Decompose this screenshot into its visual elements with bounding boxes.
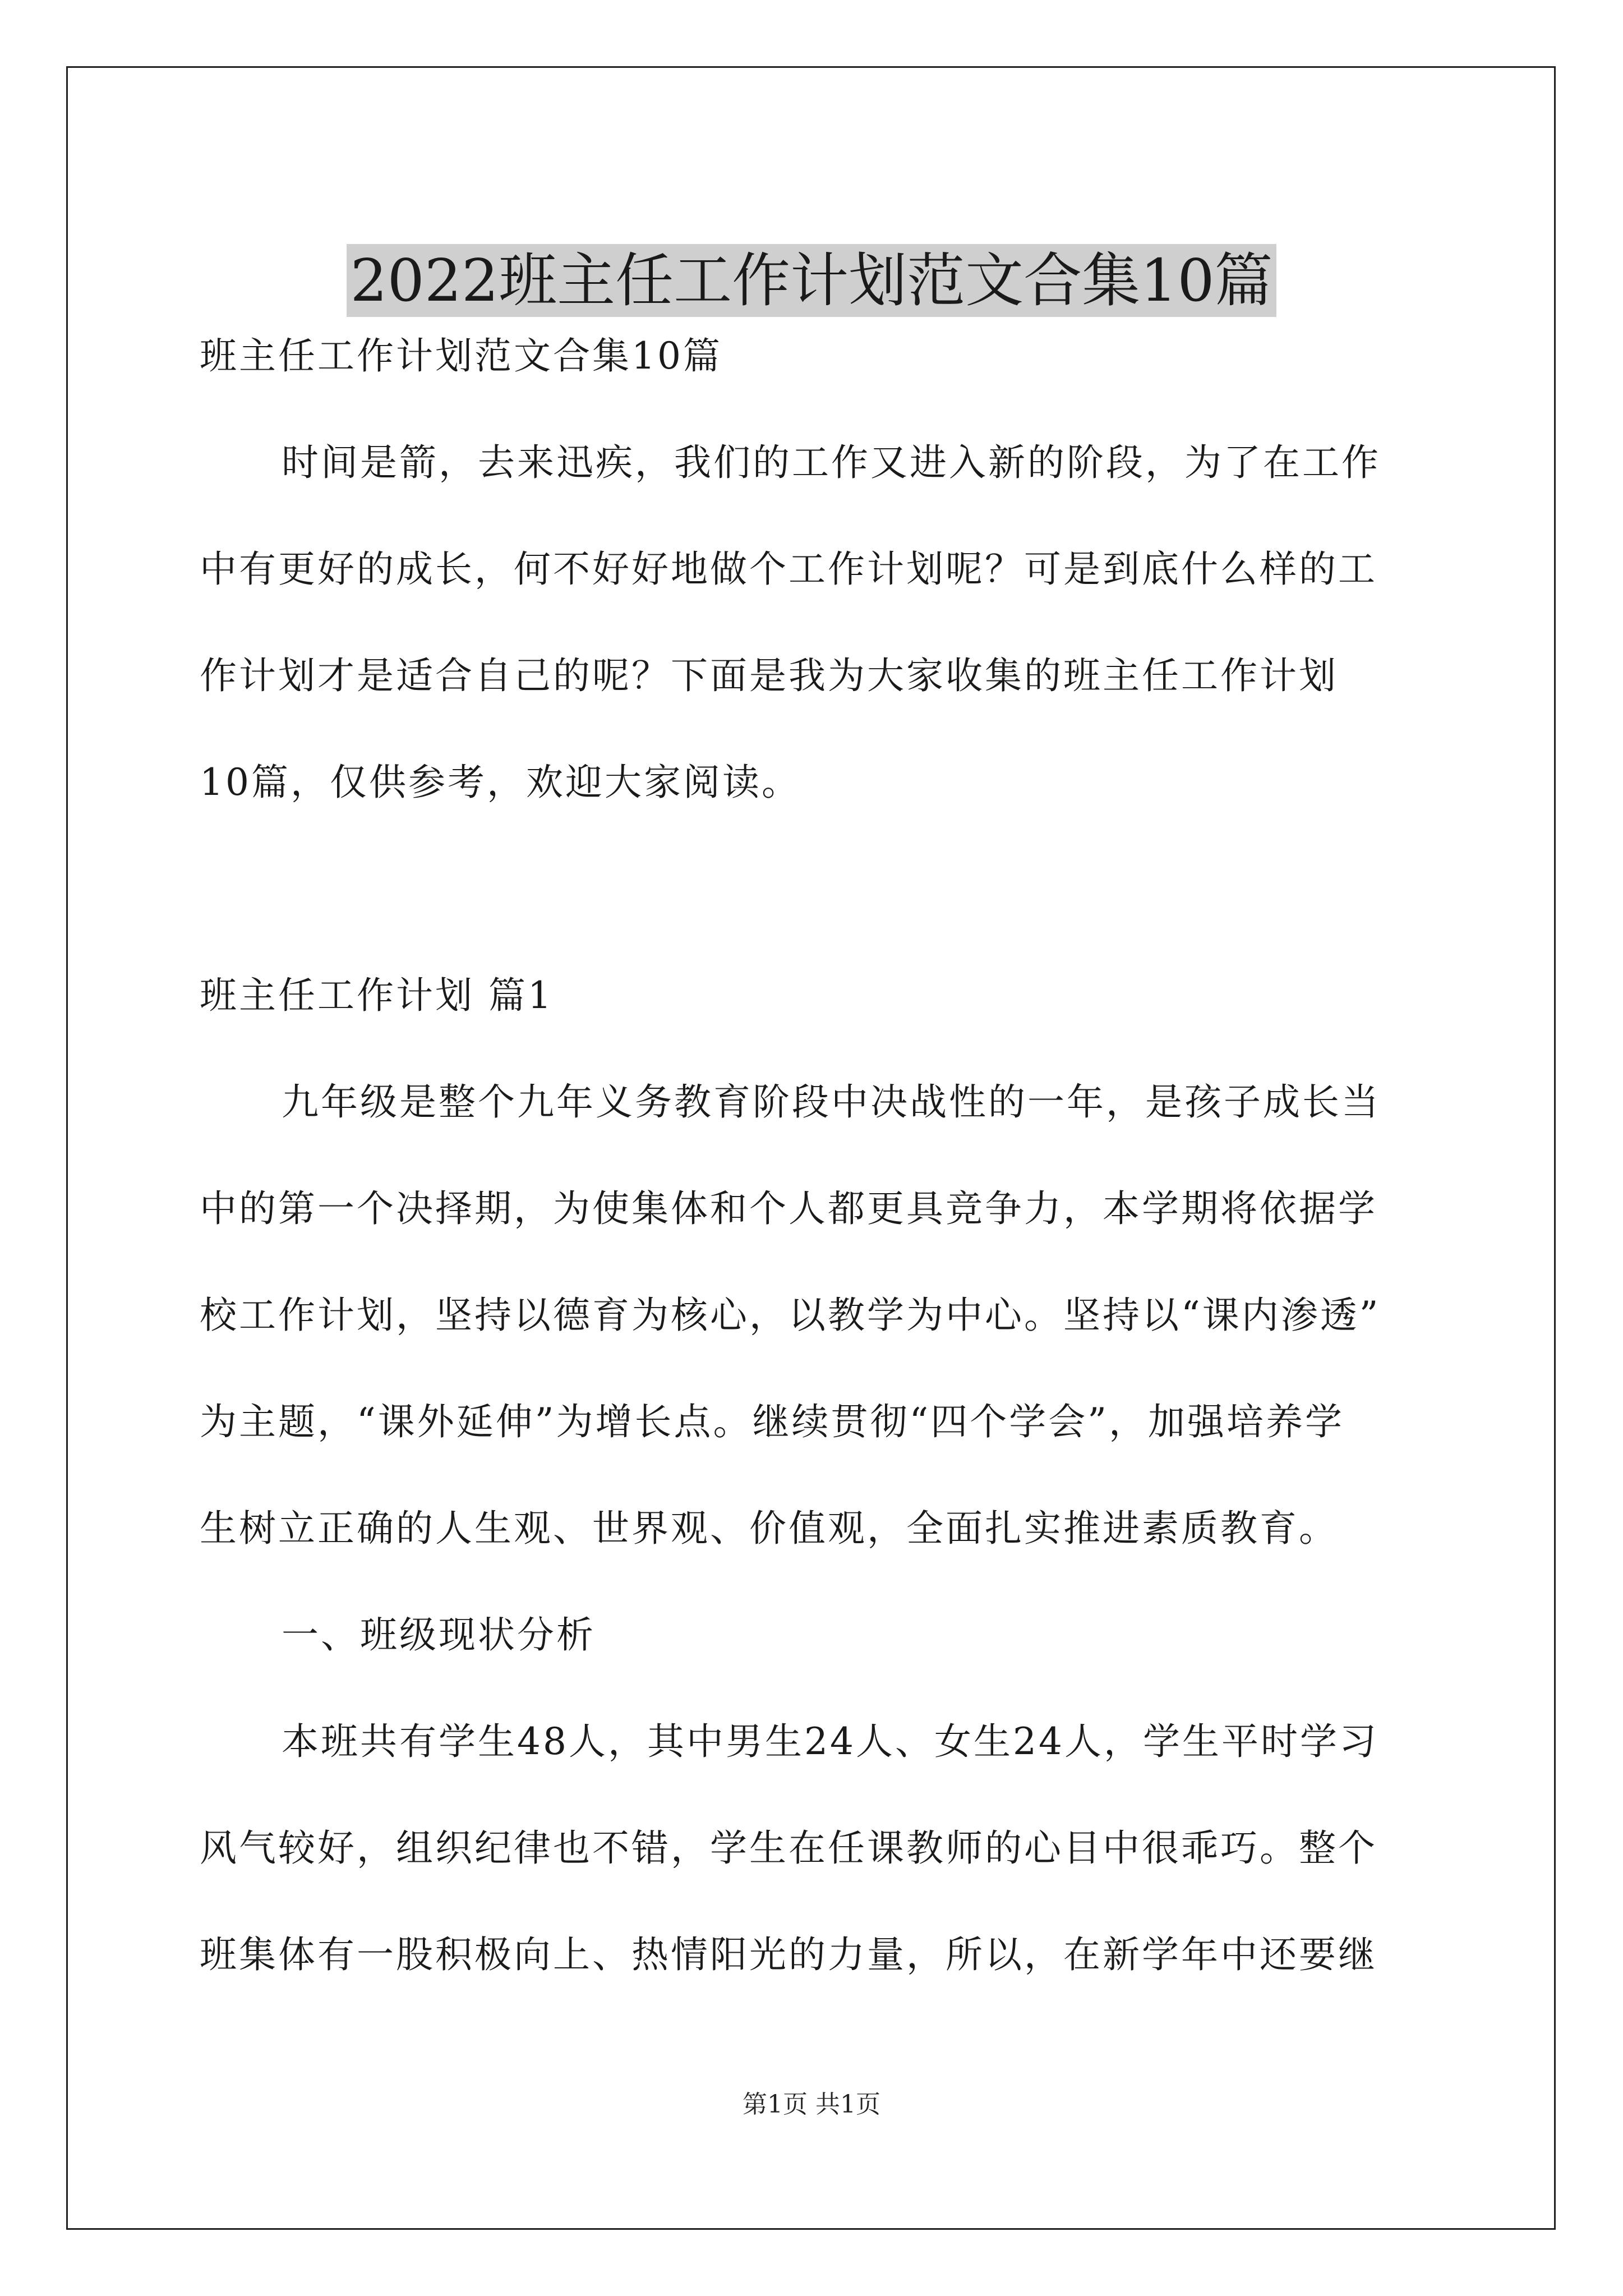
- paragraph-line: 为主题，“课外延伸”为增长点。继续贯彻“四个学会”，加强培养学: [200, 1400, 1344, 1443]
- paragraph-line: 校工作计划，坚持以德育为核心，以教学为中心。坚持以“课内渗透”: [200, 1294, 1381, 1337]
- intro-line: 中有更好的成长，何不好好地做个工作计划呢？可是到底什么样的工: [200, 547, 1377, 591]
- intro-line: 10篇，仅供参考，欢迎大家阅读。: [200, 761, 801, 804]
- subheading: 一、班级现状分析: [282, 1613, 596, 1657]
- document-subtitle: 班主任工作计划范文合集10篇: [200, 334, 722, 378]
- paragraph-line: 本班共有学生48人，其中男生24人、女生24人，学生平时学习: [282, 1720, 1378, 1763]
- paragraph-gap: [200, 836, 1422, 942]
- paragraph-line: 班集体有一股积极向上、热情阳光的力量，所以，在新学年中还要继: [200, 1933, 1377, 1976]
- document-body: [200, 303, 1422, 2008]
- intro-line: 时间是箭，去来迅疾，我们的工作又进入新的阶段，为了在工作: [282, 441, 1381, 484]
- section-heading: 班主任工作计划 篇1: [200, 974, 554, 1017]
- paragraph-line: 风气较好，组织纪律也不错，学生在任课教师的心目中很乖巧。整个: [200, 1826, 1377, 1870]
- paragraph-line: 九年级是整个九年义务教育阶段中决战性的一年，是孩子成长当: [282, 1080, 1381, 1124]
- document-title: 2022班主任工作计划范文合集10篇: [0, 241, 1623, 320]
- paragraph-line: 中的第一个决择期，为使集体和个人都更具竞争力，本学期将依据学: [200, 1187, 1377, 1230]
- intro-line: 作计划才是适合自己的呢？下面是我为大家收集的班主任工作计划: [200, 654, 1338, 697]
- paragraph-line: 生树立正确的人生观、世界观、价值观，全面扎实推进素质教育。: [200, 1507, 1338, 1550]
- page-footer: 第1页 共1页: [743, 2090, 880, 2119]
